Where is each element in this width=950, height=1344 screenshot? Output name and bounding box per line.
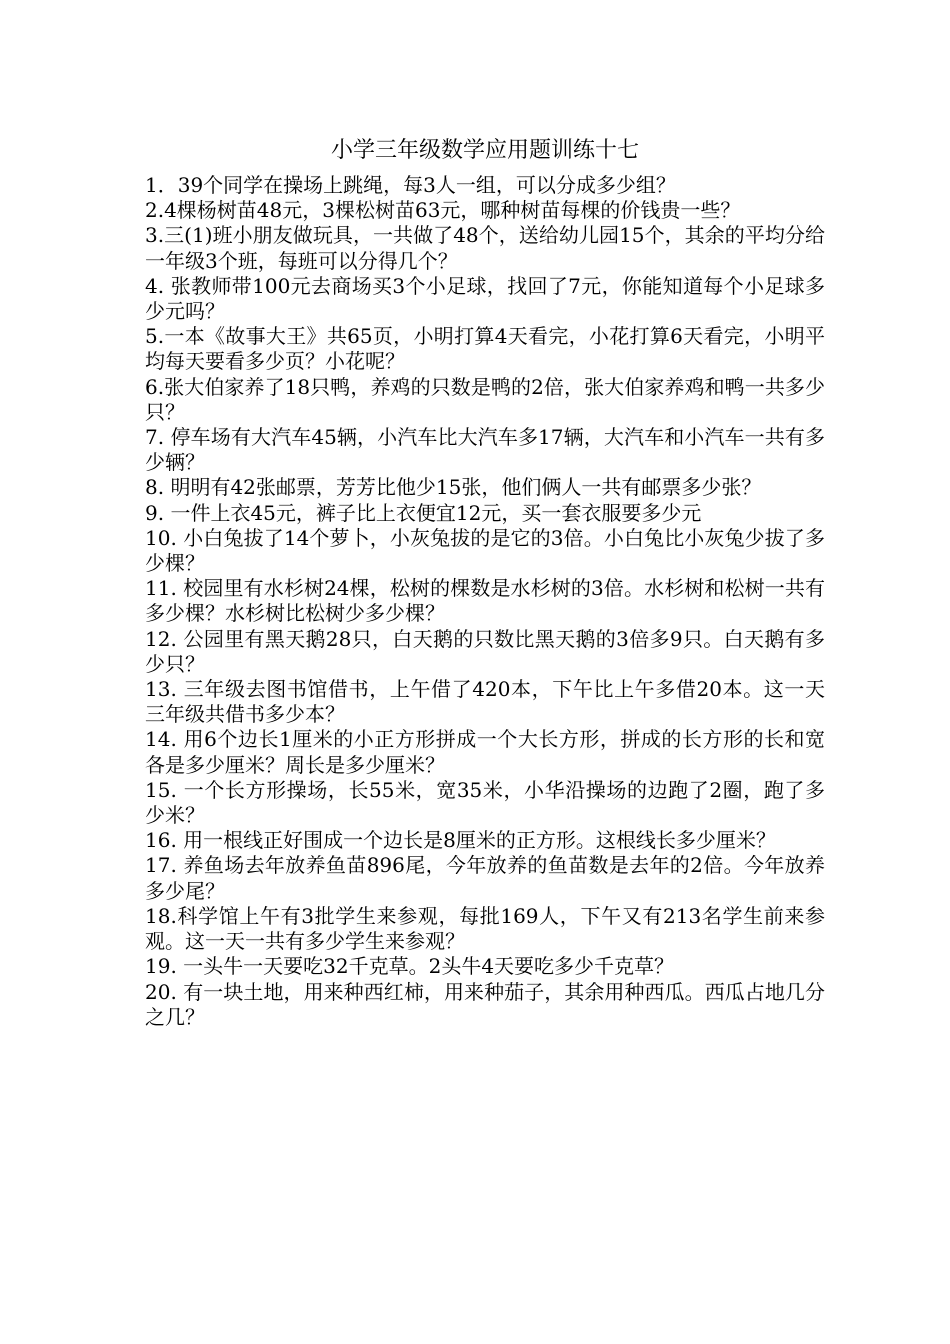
problem-item: 14. 用6个边长1厘米的小正方形拼成一个大长方形，拼成的长方形的长和宽各是多少厘米？周长是多少厘米？ [145, 727, 825, 777]
problem-item: 9. 一件上衣45元，裤子比上衣便宜12元，买一套衣服要多少元 [145, 500, 702, 525]
problem-item: 13. 三年级去图书馆借书，上午借了420本，下午比上午多借20本。这一天三年级共借书多少本？ [145, 677, 825, 727]
problem-item: 18.科学馆上午有3批学生来参观，每批169人，下午又有213名学生前来参观。这一天一共有多少学生来参观？ [145, 903, 825, 954]
problem-item: 19. 一头牛一天要吃32千克草。2头牛4天要吃多少千克草？ [145, 954, 675, 979]
problem-item: 1．39个同学在操场上跳绳，每3人一组，可以分成多少组？ [145, 173, 676, 197]
problem-item: 15. 一个长方形操场，长55米，宽35米，小华沿操场的边跑了2圈，跑了多少米？ [145, 777, 825, 828]
problem-item: 2.4棵杨树苗48元，3棵松树苗63元，哪种树苗每棵的价钱贵一些？ [145, 198, 741, 223]
problem-item: 11. 校园里有水杉树24棵，松树的棵数是水杉树的3倍。水杉树和松树一共有多少棵？水杉树比松树少多少棵？ [145, 576, 825, 626]
problem-item: 8. 明明有42张邮票，芳芳比他少15张，他们俩人一共有邮票多少张？ [145, 475, 762, 500]
problem-item: 4. 张教师带100元去商场买3个小足球，找回了7元，你能知道每个小足球多少元吗？ [145, 273, 825, 324]
problem-item: 16. 用一根线正好围成一个边长是8厘米的正方形。这根线长多少厘米？ [145, 828, 776, 853]
problem-item: 10. 小白兔拔了14个萝卜，小灰兔拔的是它的3倍。小白兔比小灰兔少拔了多少棵？ [145, 525, 825, 576]
problem-item: 6.张大伯家养了18只鸭，养鸡的只数是鸭的2倍，张大伯家养鸡和鸭一共多少只？ [145, 374, 825, 424]
document-title: 小学三年级数学应用题训练十七 [330, 138, 639, 163]
problem-item: 7. 停车场有大汽车45辆，小汽车比大汽车多17辆，大汽车和小汽车一共有多少辆？ [145, 425, 825, 475]
problem-item: 5.一本《故事大王》共65页，小明打算4天看完，小花打算6天看完，小明平均每天要看多少页？小花呢？ [145, 324, 825, 374]
document-page [145, 136, 825, 1030]
problem-item: 20. 有一块土地，用来种西红柿，用来种茄子，其余用种西瓜。西瓜占地几分之几？ [145, 979, 825, 1029]
problem-item: 3.三(1)班小朋友做玩具，一共做了48个，送给幼儿园15个，其余的平均分给一年级3个班，每班可以分得几个？ [145, 223, 825, 273]
problem-item: 17. 养鱼场去年放养鱼苗896尾，今年放养的鱼苗数是去年的2倍。今年放养多少尾？ [145, 853, 825, 903]
problem-list [145, 173, 825, 1030]
problem-item: 12. 公园里有黑天鹅28只，白天鹅的只数比黑天鹅的3倍多9只。白天鹅有多少只？ [145, 626, 825, 676]
